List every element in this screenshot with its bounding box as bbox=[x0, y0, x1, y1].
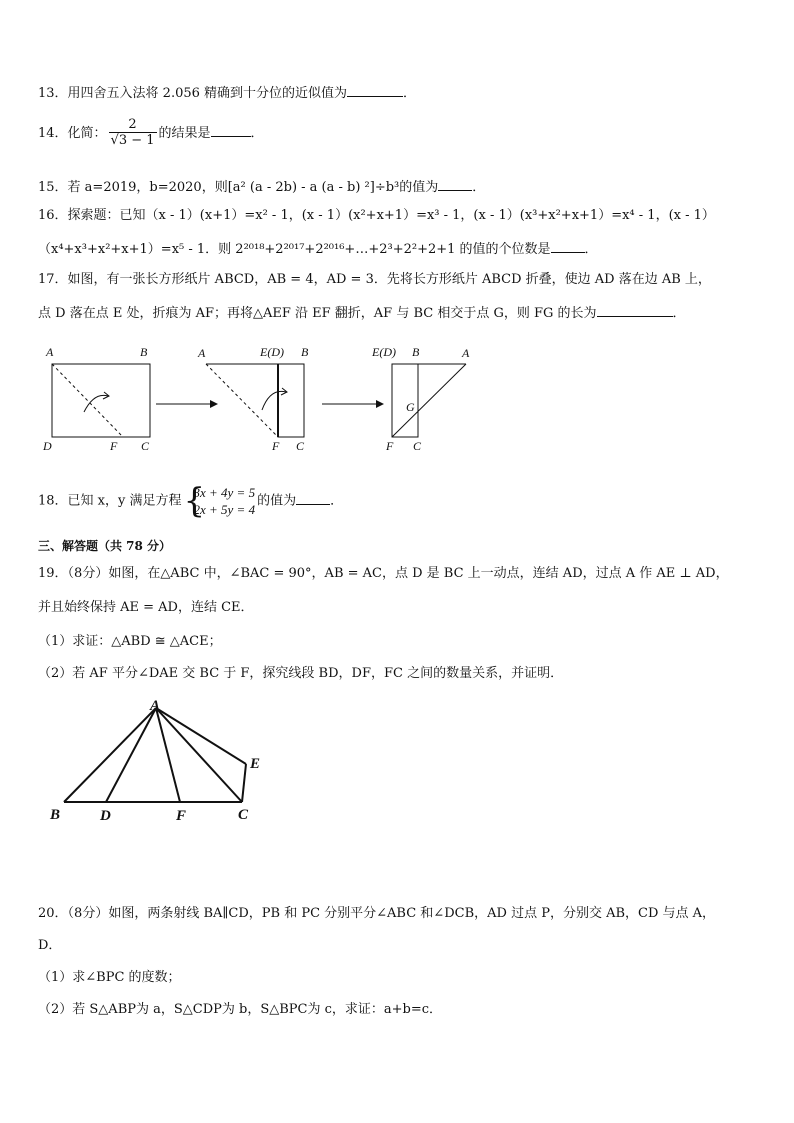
question-20-line2: D． bbox=[38, 938, 62, 953]
label-ed: E(D) bbox=[260, 345, 284, 359]
section-heading: 三、解答题（共 78 分） bbox=[38, 539, 172, 553]
segment-ab bbox=[64, 708, 156, 802]
label-a: A bbox=[198, 346, 206, 360]
label-b: B bbox=[140, 345, 148, 359]
fold-line bbox=[206, 364, 278, 437]
label-a: A bbox=[46, 345, 54, 359]
label-d: D bbox=[43, 439, 52, 453]
segment-ad bbox=[106, 708, 156, 802]
answer-blank bbox=[347, 84, 403, 97]
label-f: F bbox=[176, 808, 187, 824]
question-19-line2: 并且始终保持 AE = AD，连结 CE． bbox=[38, 600, 254, 615]
label-a: A bbox=[150, 698, 161, 714]
question-19-part1: （1）求证：△ABD ≅ △ACE； bbox=[38, 634, 222, 649]
question-20-part2: （2）若 S△ABP为 a，S△CDP为 b，S△BPC为 c，求证：a+b=c． bbox=[38, 1002, 443, 1017]
label-c: C bbox=[296, 439, 305, 453]
label-c: C bbox=[238, 807, 249, 823]
answer-blank bbox=[211, 124, 251, 137]
label-c: C bbox=[141, 439, 150, 453]
label-b: B bbox=[301, 345, 309, 359]
segment-ce bbox=[242, 764, 246, 802]
label-ed: E(D) bbox=[372, 345, 396, 359]
label-g: G bbox=[406, 400, 415, 414]
equation-system: { 3x + 4y = 5 2x + 5y = 4 bbox=[183, 481, 256, 521]
label-b: B bbox=[412, 345, 420, 359]
question-16-line1: 16．探索题：已知（x - 1）(x+1）=x² - 1，(x - 1）(x²+x+1）=x³ - 1，(x - 1）(x³+x²+x+1）=x⁴ - 1，(x - 1） bbox=[38, 208, 715, 223]
question-13: 13．用四舍五入法将 2.056 精确到十分位的近似值为 ． bbox=[38, 86, 417, 101]
question-16-line2: （x⁴+x³+x²+x+1）=x⁵ - 1．则 2²⁰¹⁸+2²⁰¹⁷+2²⁰¹⁶+…+2³+2²+2+1 的值的个位数是 ． bbox=[38, 242, 598, 257]
fraction: $\frac{2}{√3 - 1}$ bbox=[110, 117, 155, 148]
answer-blank bbox=[296, 492, 330, 505]
question-14: 14．化简： $\frac{2}{√3 - 1}$ 的结果是 ． bbox=[38, 117, 264, 148]
segment-af bbox=[392, 364, 466, 437]
q13-text: 13．用四舍五入法将 2.056 精确到十分位的近似值为 bbox=[38, 86, 348, 101]
question-20-line1: 20．（8分）如图，两条射线 BA∥CD，PB 和 PC 分别平分∠ABC 和∠DCB，AD 过点 P，分别交 AB，CD 与点 A， bbox=[38, 906, 716, 921]
answer-blank bbox=[551, 240, 585, 253]
question-17-line1: 17．如图，有一张长方形纸片 ABCD，AB = 4，AD = 3．先将长方形纸片 ABCD 折叠，使边 AD 落在边 AB 上， bbox=[38, 272, 711, 287]
rectangle-abcd bbox=[52, 364, 150, 437]
question-17-line2: 点 D 落在点 E 处，折痕为 AF；再将△AEF 沿 EF 翻折，AF 与 BC 相交于点 G，则 FG 的长为 ． bbox=[38, 306, 686, 321]
question-15: 15．若 a=2019，b=2020，则[a² (a - 2b) - a (a - b) ²]÷b³的值为 ． bbox=[38, 180, 486, 195]
question-19-part2: （2）若 AF 平分∠DAE 交 BC 于 F，探究线段 BD，DF，FC 之间的数量关系，并证明． bbox=[38, 666, 564, 681]
label-a: A bbox=[462, 346, 470, 360]
fold-line bbox=[52, 364, 123, 437]
triangle-figure bbox=[40, 696, 280, 826]
answer-blank bbox=[597, 304, 673, 317]
label-e: E bbox=[250, 756, 261, 772]
question-19-line1: 19．（8分）如图，在△ABC 中，∠BAC = 90°，AB = AC，点 D 是 BC 上一动点，连结 AD，过点 A 作 AE ⊥ AD， bbox=[38, 566, 729, 581]
question-18: 18．已知 x，y 满足方程 { 3x + 4y = 5 2x + 5y = 4 的值为 ． bbox=[38, 481, 344, 521]
folding-figure bbox=[38, 340, 488, 460]
label-b: B bbox=[50, 807, 61, 823]
answer-blank bbox=[438, 178, 472, 191]
label-d: D bbox=[100, 808, 111, 824]
label-f: F bbox=[386, 439, 394, 453]
question-20-part1: （1）求∠BPC 的度数； bbox=[38, 970, 181, 985]
label-f: F bbox=[110, 439, 118, 453]
label-c: C bbox=[413, 439, 422, 453]
segment-ae bbox=[156, 708, 246, 764]
label-f: F bbox=[272, 439, 280, 453]
